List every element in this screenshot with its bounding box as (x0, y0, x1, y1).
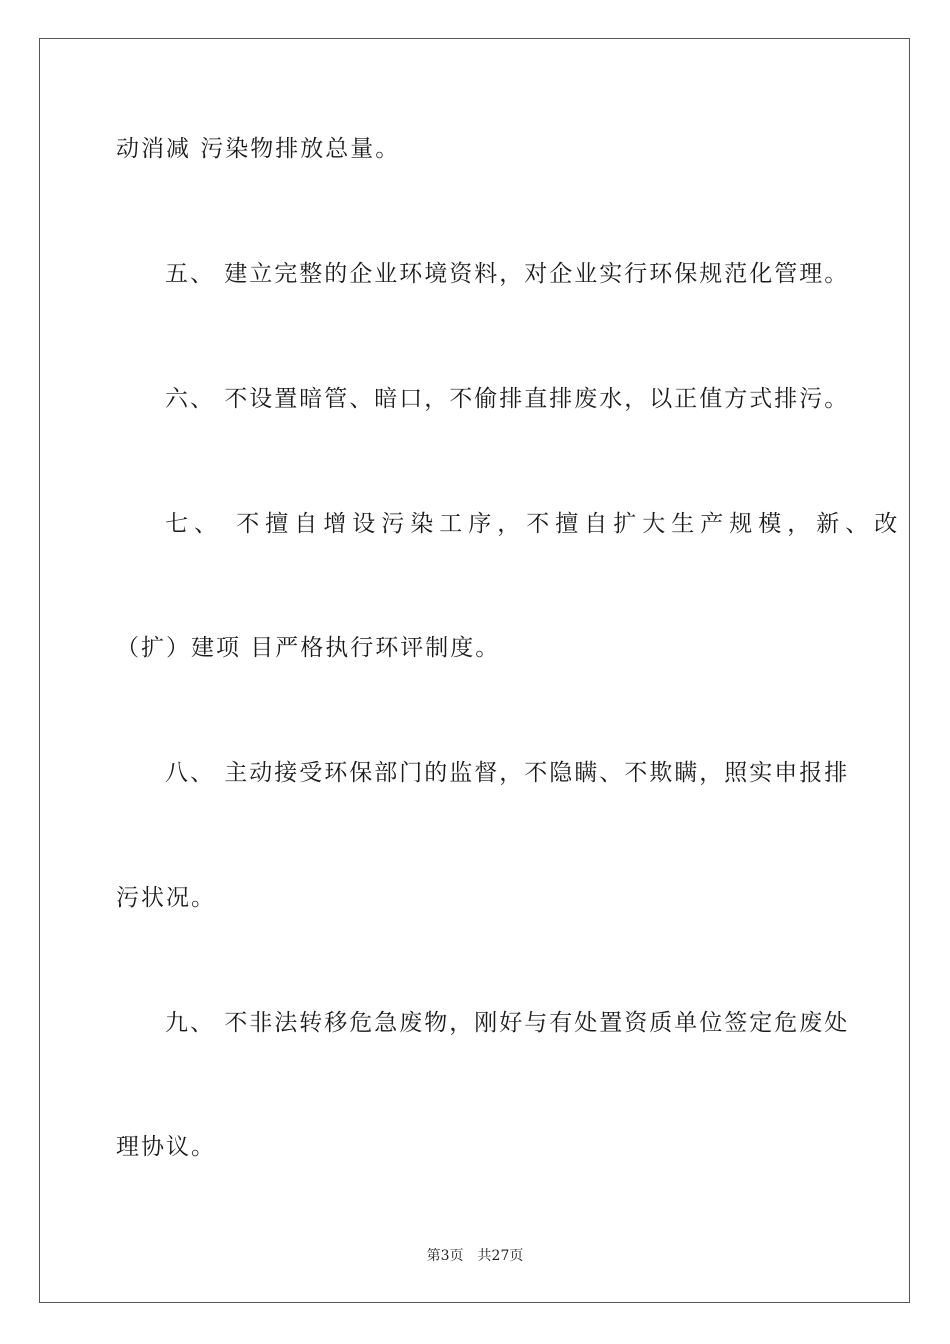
page-total: 共27页 (477, 1248, 524, 1264)
text-line-5: （扩）建项 目严格执行环评制度。 (116, 635, 501, 661)
text-line-4-content: 七、 不擅自增设污染工序，不擅自扩大生产规模，新、改 (165, 511, 904, 537)
text-line-6: 八、 主动接受环保部门的监督，不隐瞒、不欺瞒，照实申报排 (165, 760, 850, 786)
text-line-7: 污状况。 (116, 885, 216, 911)
page-footer (0, 1247, 950, 1265)
text-line-2: 五、 建立完整的企业环境资料，对企业实行环保规范化管理。 (165, 261, 850, 287)
text-line-9: 理协议。 (116, 1134, 216, 1160)
page-number: 第3页 (426, 1248, 464, 1264)
page-frame (39, 38, 910, 1303)
text-line-3: 六、 不设置暗管、暗口，不偷排直排废水，以正值方式排污。 (165, 386, 850, 412)
text-line-8: 九、 不非法转移危急废物，刚好与有处置资质单位签定危废处 (165, 1010, 850, 1036)
text-line-4 (165, 509, 904, 539)
text-line-1: 动消减 污染物排放总量。 (116, 136, 401, 162)
